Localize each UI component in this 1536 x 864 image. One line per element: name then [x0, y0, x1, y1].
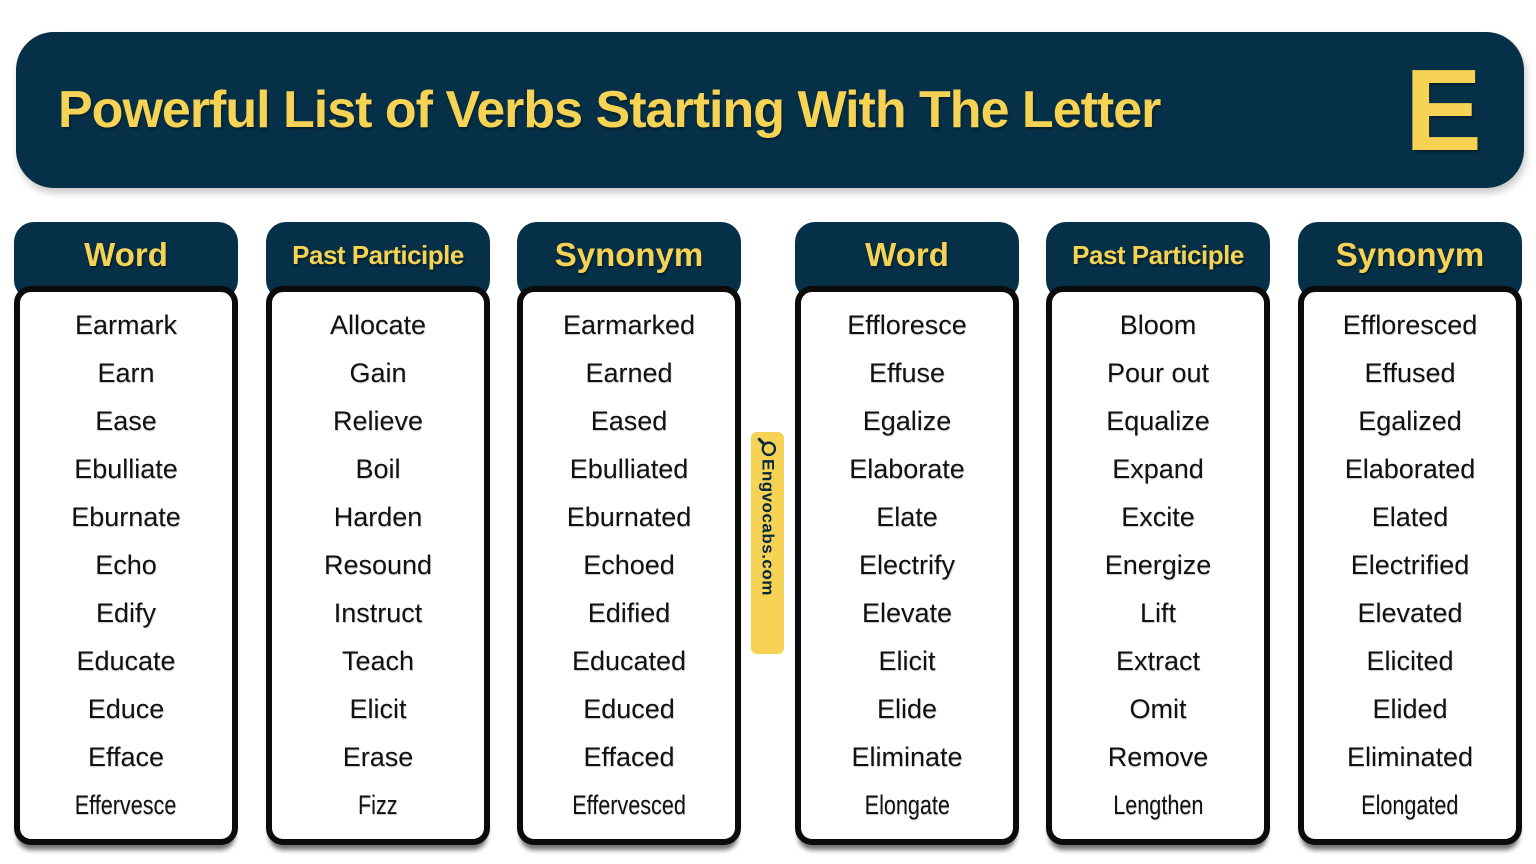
list-item: Earned [585, 358, 673, 389]
column-list-word-left [14, 286, 238, 845]
column-past-participle-left [266, 222, 490, 845]
list-item: Educe [87, 693, 165, 724]
list-item: Lengthen [1112, 789, 1204, 820]
list-item: Educate [76, 645, 176, 676]
column-past-participle-right [1046, 222, 1270, 845]
list-item: Elicited [1366, 645, 1454, 676]
list-item: Elaborate [849, 454, 965, 485]
column-header-label: Synonym [554, 236, 704, 273]
list-item: Effervesced [572, 789, 686, 820]
column-header-label: Past Participle [292, 239, 464, 270]
page-title: Powerful List of Verbs Starting With The Letter [58, 81, 1161, 139]
list-item: Ease [95, 406, 157, 437]
list-item: Pour out [1106, 358, 1210, 389]
list-item: Eliminate [851, 741, 963, 772]
list-item: Eburnated [566, 502, 692, 533]
title-banner [16, 32, 1524, 188]
list-item: Elongate [864, 789, 950, 820]
list-item: Elevated [1357, 597, 1463, 628]
list-item: Elicit [349, 693, 407, 724]
list-item: Extract [1115, 645, 1201, 676]
list-item: Earn [97, 358, 155, 389]
list-item: Effloresce [847, 310, 967, 341]
column-word-right [795, 222, 1019, 845]
list-item: Echoed [583, 549, 675, 580]
list-item: Electrified [1350, 549, 1470, 580]
list-item: Lift [1139, 597, 1177, 628]
list-item: Ebulliated [569, 454, 689, 485]
list-item: Instruct [333, 597, 423, 628]
featured-letter: E [1404, 45, 1482, 175]
list-item: Equalize [1106, 406, 1210, 437]
list-item: Ebulliate [74, 454, 178, 485]
list-item: Teach [341, 645, 415, 676]
list-item: Elated [1371, 502, 1449, 533]
list-item: Egalized [1358, 406, 1462, 437]
list-item: Expand [1112, 454, 1204, 485]
list-item: Electrify [858, 549, 956, 580]
watermark-text: Engvocabs.com [758, 459, 778, 596]
list-item: Erase [342, 741, 414, 772]
list-item: Energize [1104, 549, 1212, 580]
column-list-synonym-left [517, 286, 741, 845]
watermark-badge [751, 432, 784, 654]
list-item: Excite [1121, 502, 1195, 533]
list-item: Eburnate [71, 502, 181, 533]
list-item: Effused [1364, 358, 1456, 389]
list-item: Efface [87, 741, 165, 772]
list-item: Elicit [878, 645, 936, 676]
list-item: Educed [583, 693, 675, 724]
list-item: Omit [1129, 693, 1187, 724]
list-item: Gain [349, 358, 407, 389]
list-item: Harden [333, 502, 423, 533]
column-header-label: Word [865, 236, 949, 273]
magnifier-icon [757, 437, 778, 458]
list-item: Effloresced [1342, 310, 1478, 341]
list-item: Earmarked [562, 310, 696, 341]
list-item: Elide [876, 693, 938, 724]
list-item: Educated [571, 645, 687, 676]
column-header-label: Synonym [1335, 236, 1485, 273]
column-list-past-participle-left [266, 286, 490, 845]
column-word-left [14, 222, 238, 845]
list-item: Eliminated [1346, 741, 1474, 772]
list-item: Eased [590, 406, 668, 437]
list-item: Elided [1372, 693, 1448, 724]
list-item: Allocate [329, 310, 427, 341]
list-item: Elaborated [1344, 454, 1476, 485]
column-synonym-right [1298, 222, 1522, 845]
column-list-word-right [795, 286, 1019, 845]
column-header-label: Word [84, 236, 168, 273]
list-item: Bloom [1119, 310, 1197, 341]
list-item: Fizz [358, 789, 398, 820]
list-item: Effervesce [75, 789, 177, 820]
list-item: Elongated [1361, 789, 1459, 820]
list-item: Edify [95, 597, 157, 628]
list-item: Effuse [868, 358, 946, 389]
list-item: Earmark [74, 310, 177, 341]
column-list-past-participle-right [1046, 286, 1270, 845]
list-item: Effaced [583, 741, 675, 772]
column-synonym-left [517, 222, 741, 845]
list-item: Elate [876, 502, 938, 533]
list-item: Resound [323, 549, 433, 580]
list-item: Elevate [861, 597, 953, 628]
list-item: Edified [587, 597, 671, 628]
list-item: Echo [95, 549, 157, 580]
list-item: Boil [355, 454, 401, 485]
list-item: Relieve [332, 406, 424, 437]
column-header-label: Past Participle [1072, 239, 1244, 270]
list-item: Remove [1107, 741, 1209, 772]
column-list-synonym-right [1298, 286, 1522, 845]
list-item: Egalize [862, 406, 952, 437]
